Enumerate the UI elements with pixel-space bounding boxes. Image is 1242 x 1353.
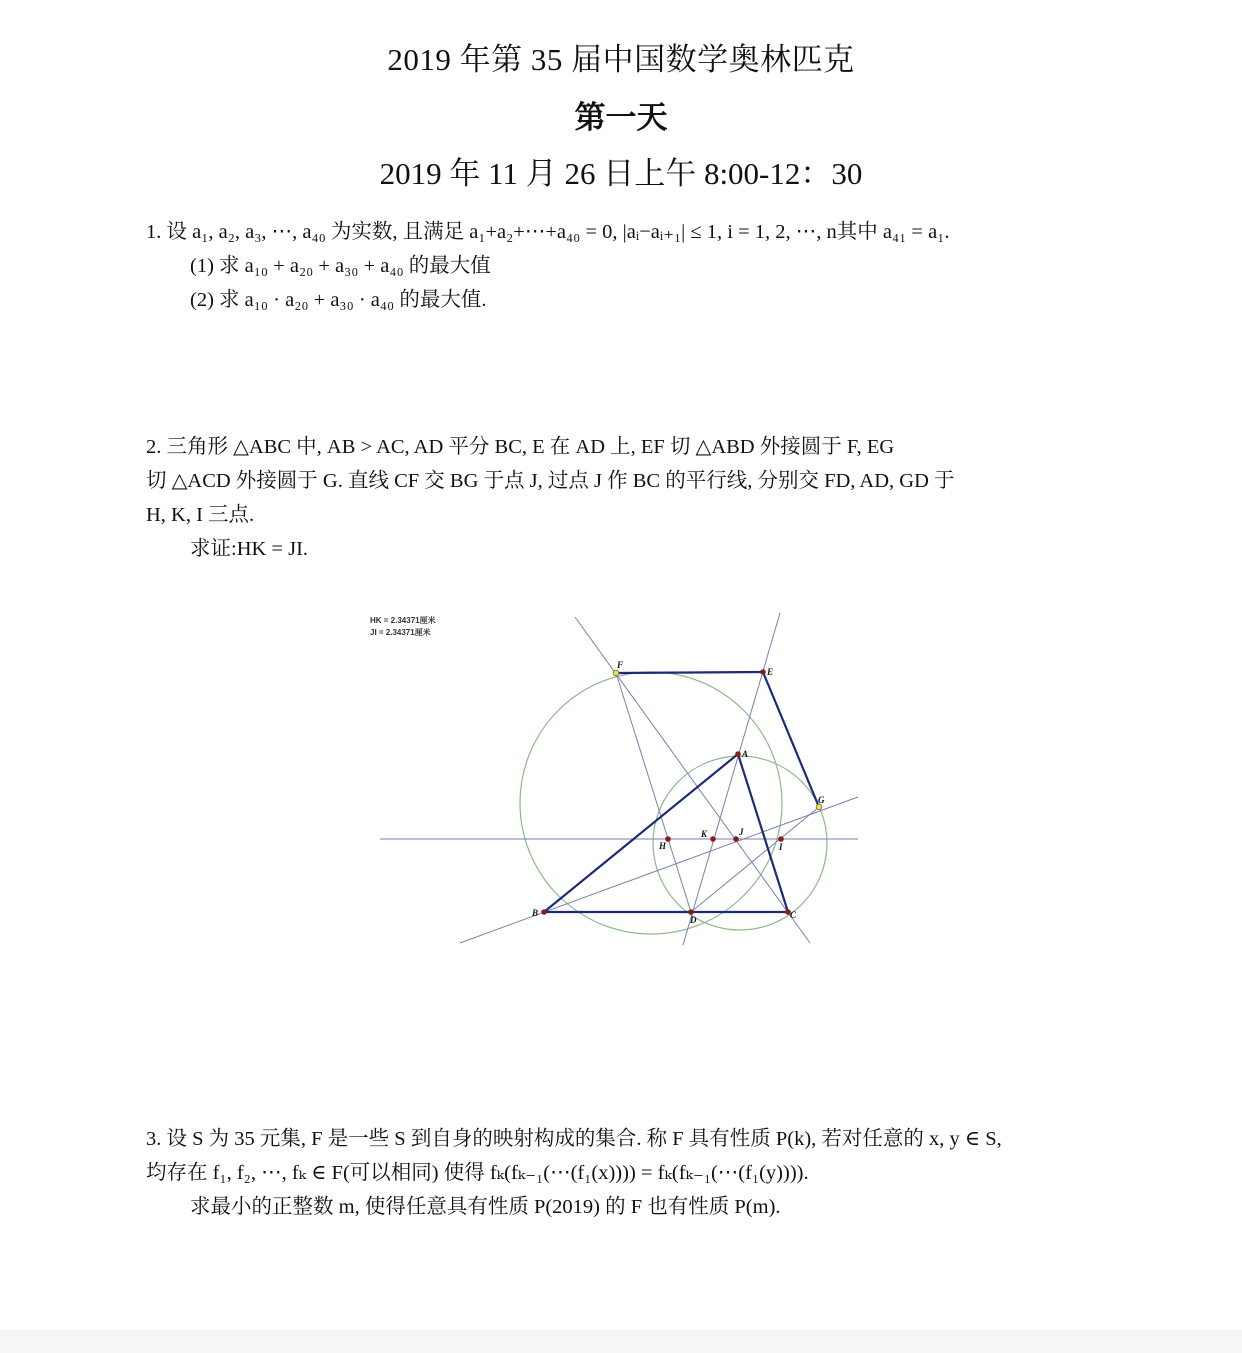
problem-1 [146,215,1096,317]
label-k: K [701,829,708,839]
label-h: H [659,841,667,851]
label-f: F [617,660,624,670]
problem-1-part-2: (2) 求 a₁₀ · a₂₀ + a₃₀ · a₄₀ 的最大值. [190,289,487,311]
label-a: A [742,749,749,759]
point-d [688,909,694,915]
problem-2-line-3: H, K, I 三点. [146,504,255,526]
problem-2-prove: 求证:HK = JI. [190,538,309,560]
line-gd [691,807,819,912]
page-bottom-shade [0,1330,1242,1353]
label-i: I [779,842,783,852]
label-e: E [767,667,774,677]
problem-1-part-1: (1) 求 a₁₀ + a₂₀ + a₃₀ + a₄₀ 的最大值 [190,255,491,277]
problem-2-line-1 [146,430,1096,464]
point-g [816,804,822,810]
line-fd [616,673,691,912]
line-ad [683,613,780,945]
point-a [735,751,741,757]
point-b [541,909,547,915]
measurement-ji: JI = 2.34371厘米 [370,628,431,637]
exam-day: 第一天 [574,100,668,135]
point-e [760,669,766,675]
problem-2 [146,430,1096,566]
circumcircle-abd [520,672,782,934]
point-i [778,836,784,842]
problem-3 [146,1122,1096,1224]
circumcircle-acd [653,756,827,930]
problem-3-line-1 [146,1122,1096,1156]
point-k [710,836,716,842]
label-c: C [790,910,797,920]
exam-schedule: 2019 年 11 月 26 日上午 8:00-12：30 [379,156,863,191]
segment-ac [738,754,788,912]
label-g: G [818,795,825,805]
problem-text: 设 a₁, a₂, a₃, ⋯, a₄₀ 为实数, 且满足 a₁+a₂+⋯+a₄₀ = 0, |aᵢ−aᵢ₊₁| ≤ 1, i = 1, 2, ⋯, n其中 a₄₁ = a₁. [166,221,950,243]
label-d: D [690,915,697,925]
problem-1-statement [146,215,1096,249]
problem-text: 设 S 为 35 元集, F 是一些 S 到自身的映射构成的集合. 称 F 具有性质 P(k), 若对任意的 x, y ∈ S, [166,1128,1002,1150]
segment-eg [763,672,819,807]
point-j [733,836,739,842]
geometry-figure [370,605,870,955]
problem-3-question: 求最小的正整数 m, 使得任意具有性质 P(2019) 的 F 也有性质 P(m). [190,1196,781,1218]
measurement-hk: HK = 2.34371厘米 [370,616,436,625]
line-cf [575,617,810,943]
problem-number: 1. [146,221,162,243]
point-f [613,670,619,676]
segment-ab [544,754,738,912]
problem-2-line-2: 切 △ACD 外接圆于 G. 直线 CF 交 BG 于点 J, 过点 J 作 BC 的平行线, 分别交 FD, AD, GD 于 [146,470,955,492]
problem-text: 三角形 △ABC 中, AB > AC, AD 平分 BC, E 在 AD 上, EF 切 △ABD 外接圆于 F, EG [166,436,895,458]
problem-3-line-2: 均存在 f₁, f₂, ⋯, fₖ ∈ F(可以相同) 使得 fₖ(fₖ₋₁(⋯(f₁(x)))) = fₖ(fₖ₋₁(⋯(f₁(y)))). [146,1162,809,1184]
segment-fe [616,672,763,673]
problem-number: 3. [146,1128,162,1150]
label-j: J [739,827,744,837]
problem-number: 2. [146,436,162,458]
exam-title: 2019 年第 35 届中国数学奥林匹克 [387,42,855,77]
point-h [665,836,671,842]
geometry-diagram [370,605,870,955]
label-b: B [532,908,539,918]
